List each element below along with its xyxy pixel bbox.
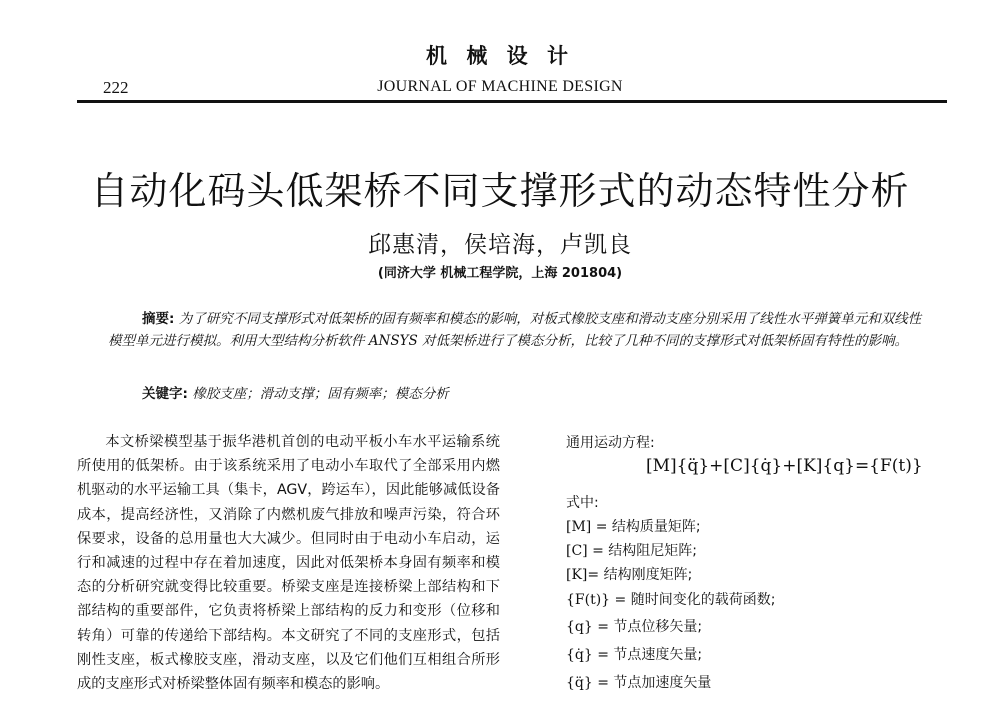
definition-symbol: {q}: [566, 619, 593, 635]
definition-item: [566, 516, 701, 536]
abstract-text: 为了研究不同支撑形式对低架桥的固有频率和模态的影响，对板式橡胶支座和滑动支座分别采用了线性水平弹簧单元和双线性模型单元进行模拟。利用大型结构分析软件 ANSYS 对低架桥进行了模态分析，比较了几种不同的支撑形式对低架桥固有特性的影响。: [108, 311, 922, 349]
definition-symbol: [C]: [566, 543, 588, 559]
journal-title-cn: 机 械 设 计: [426, 44, 574, 68]
definition-symbol: {q̇}: [566, 647, 593, 663]
definition-item: [566, 540, 697, 560]
definition-symbol: {q̈}: [566, 675, 593, 691]
definition-text: = 节点位移矢量;: [592, 619, 703, 635]
definition-item: [566, 564, 692, 584]
definition-text: = 随时间变化的载荷函数;: [610, 592, 776, 608]
paper-title: 自动化码头低架桥不同支撑形式的动态特性分析: [90, 169, 910, 213]
definition-symbol: [K]: [566, 567, 588, 583]
definition-text: = 节点速度矢量;: [592, 647, 703, 663]
keywords: [142, 382, 922, 402]
header-rule: [77, 100, 947, 103]
definition-text: = 结构刚度矩阵;: [587, 567, 693, 583]
authors: 邱惠清，侯培海，卢凯良: [368, 232, 632, 258]
definition-item: [566, 644, 702, 664]
body-text-left-column: [77, 430, 500, 713]
equation-intro: 通用运动方程:: [566, 435, 655, 451]
definition-item: [566, 672, 711, 692]
body-paragraph: 本文桥梁模型基于振华港机首创的电动平板小车水平运输系统所使用的低架桥。由于该系统采用了电动小车取代了全部采用内燃机驱动的水平运输工具（集卡，AGV，跨运车），因此能够减低设备成本，提高经济性，又消除了内燃机废气排放和噪声污染，符合环保要求，设备的总用量也大大减少。但同时由于电动小车启动，运行和减速的过程中存在着加速度，因此对低架桥本身固有频率和模态的分析研究就变得比较重要。桥梁支座是连接桥梁上部结构和下部结构的重要部件，它负责将桥梁上部结构的反力和变形（位移和转角）可靠的传递给下部结构。本文研究了不同的支座形式，包括刚性支座，板式橡胶支座，滑动支座，以及它们他们互相组合所形成的支座形式对桥梁整体固有频率和模态的影响。: [77, 434, 500, 693]
journal-title-en: JOURNAL OF MACHINE DESIGN: [377, 78, 623, 95]
definition-item: [566, 616, 702, 636]
definition-item: [566, 589, 775, 609]
definition-symbol: [M]: [566, 519, 592, 535]
keywords-text: 橡胶支座；滑动支撑；固有频率；模态分析: [192, 386, 449, 402]
definition-text: = 结构质量矩阵;: [591, 519, 701, 535]
keywords-label: 关键字:: [142, 386, 188, 402]
definition-text: = 节点加速度矢量: [592, 675, 712, 691]
page-number: 222: [103, 78, 129, 97]
abstract-label: 摘要:: [142, 311, 175, 327]
definition-text: = 结构阻尼矩阵;: [587, 543, 697, 559]
motion-equation: [M]{q̈}+[C]{q̇}+[K]{q}={F(t)}: [646, 456, 923, 476]
definition-symbol: {F(t)}: [566, 592, 611, 608]
affiliation: (同济大学 机械工程学院，上海 201804): [377, 266, 623, 281]
abstract: [108, 308, 926, 352]
where-label: 式中:: [566, 495, 599, 511]
